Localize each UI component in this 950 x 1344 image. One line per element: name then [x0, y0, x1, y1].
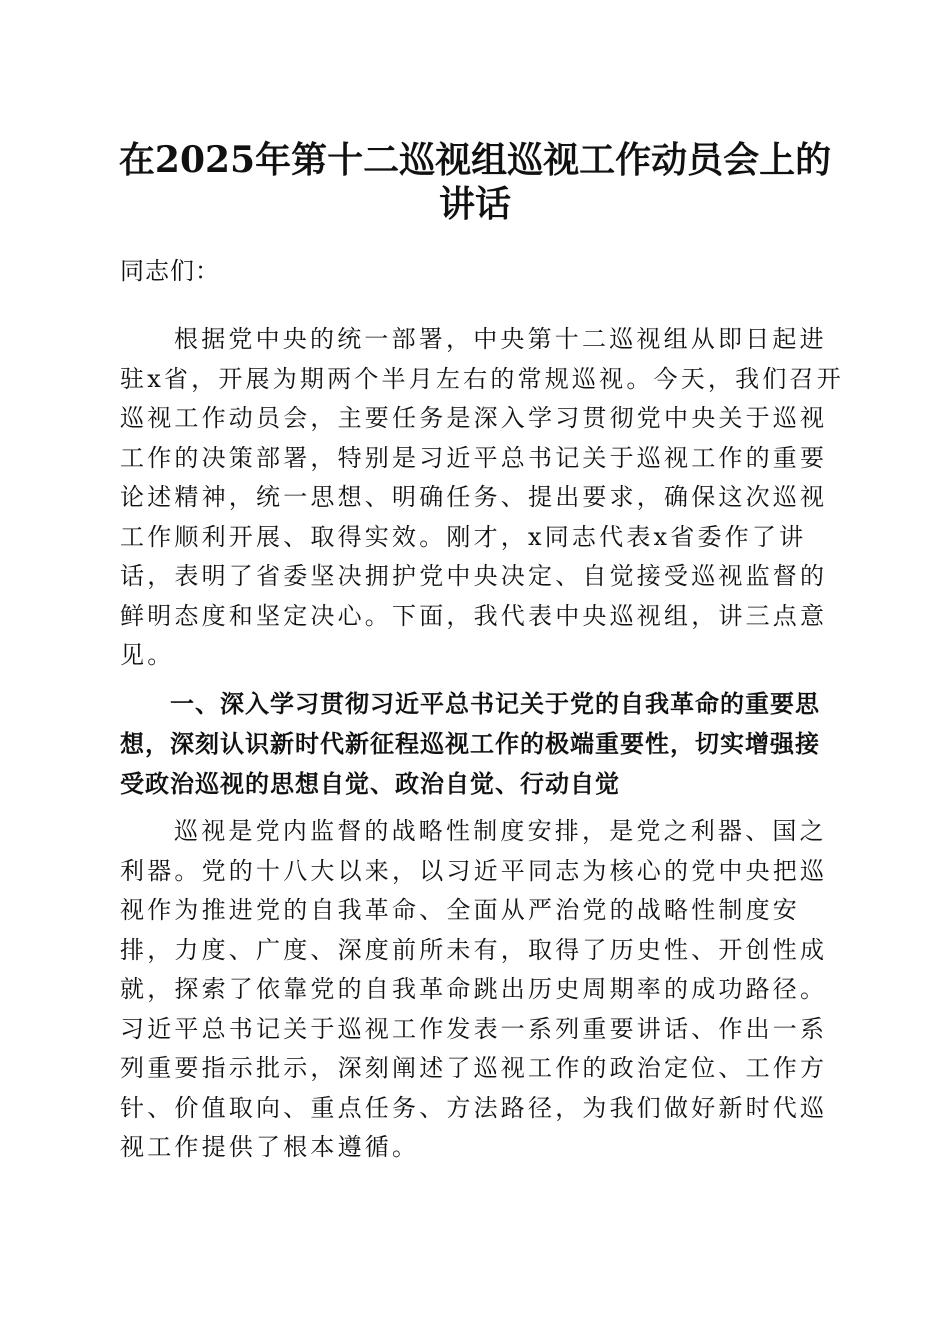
- paragraph-intro: 根据党中央的统一部署，中央第十二巡视组从即日起进驻x省，开展为期两个半月左右的常规巡视。今天，我们召开巡视工作动员会，主要任务是深入学习贯彻党中央关于巡视工作的决策部署，特别是习近平总书记关于巡视工作的重要论述精神，统一思想、明确任务、提出要求，确保这次巡视工作顺利开展、取得实效。刚才，x同志代表x省委作了讲话，表明了省委坚决拥护党中央决定、自觉接受巡视监督的鲜明态度和坚定决心。下面，我代表中央巡视组，讲三点意见。: [120, 325, 844, 669]
- section-heading-1: 一、深入学习贯彻习近平总书记关于党的自我革命的重要思想，深刻认识新时代新征程巡视工作的极端重要性，切实增强接受政治巡视的思想自觉、政治自觉、行动自觉: [120, 690, 820, 798]
- salutation: 同志们：: [120, 257, 220, 285]
- document-title-line2: 讲话: [438, 183, 511, 225]
- document-title-line1: 在2025年第十二巡视组巡视工作动员会上的: [118, 139, 832, 181]
- paragraph-section-1: 巡视是党内监督的战略性制度安排，是党之利器、国之利器。党的十八大以来，以习近平同志为核心的党中央把巡视作为推进党的自我革命、全面从严治党的战略性制度安排，力度、广度、深度前所未有，取得了历史性、开创性成就，探索了依靠党的自我革命跳出历史周期率的成功路径。习近平总书记关于巡视工作发表一系列重要讲话、作出一系列重要指示批示，深刻阐述了巡视工作的政治定位、工作方针、价值取向、重点任务、方法路径，为我们做好新时代巡视工作提供了根本遵循。: [120, 817, 828, 1161]
